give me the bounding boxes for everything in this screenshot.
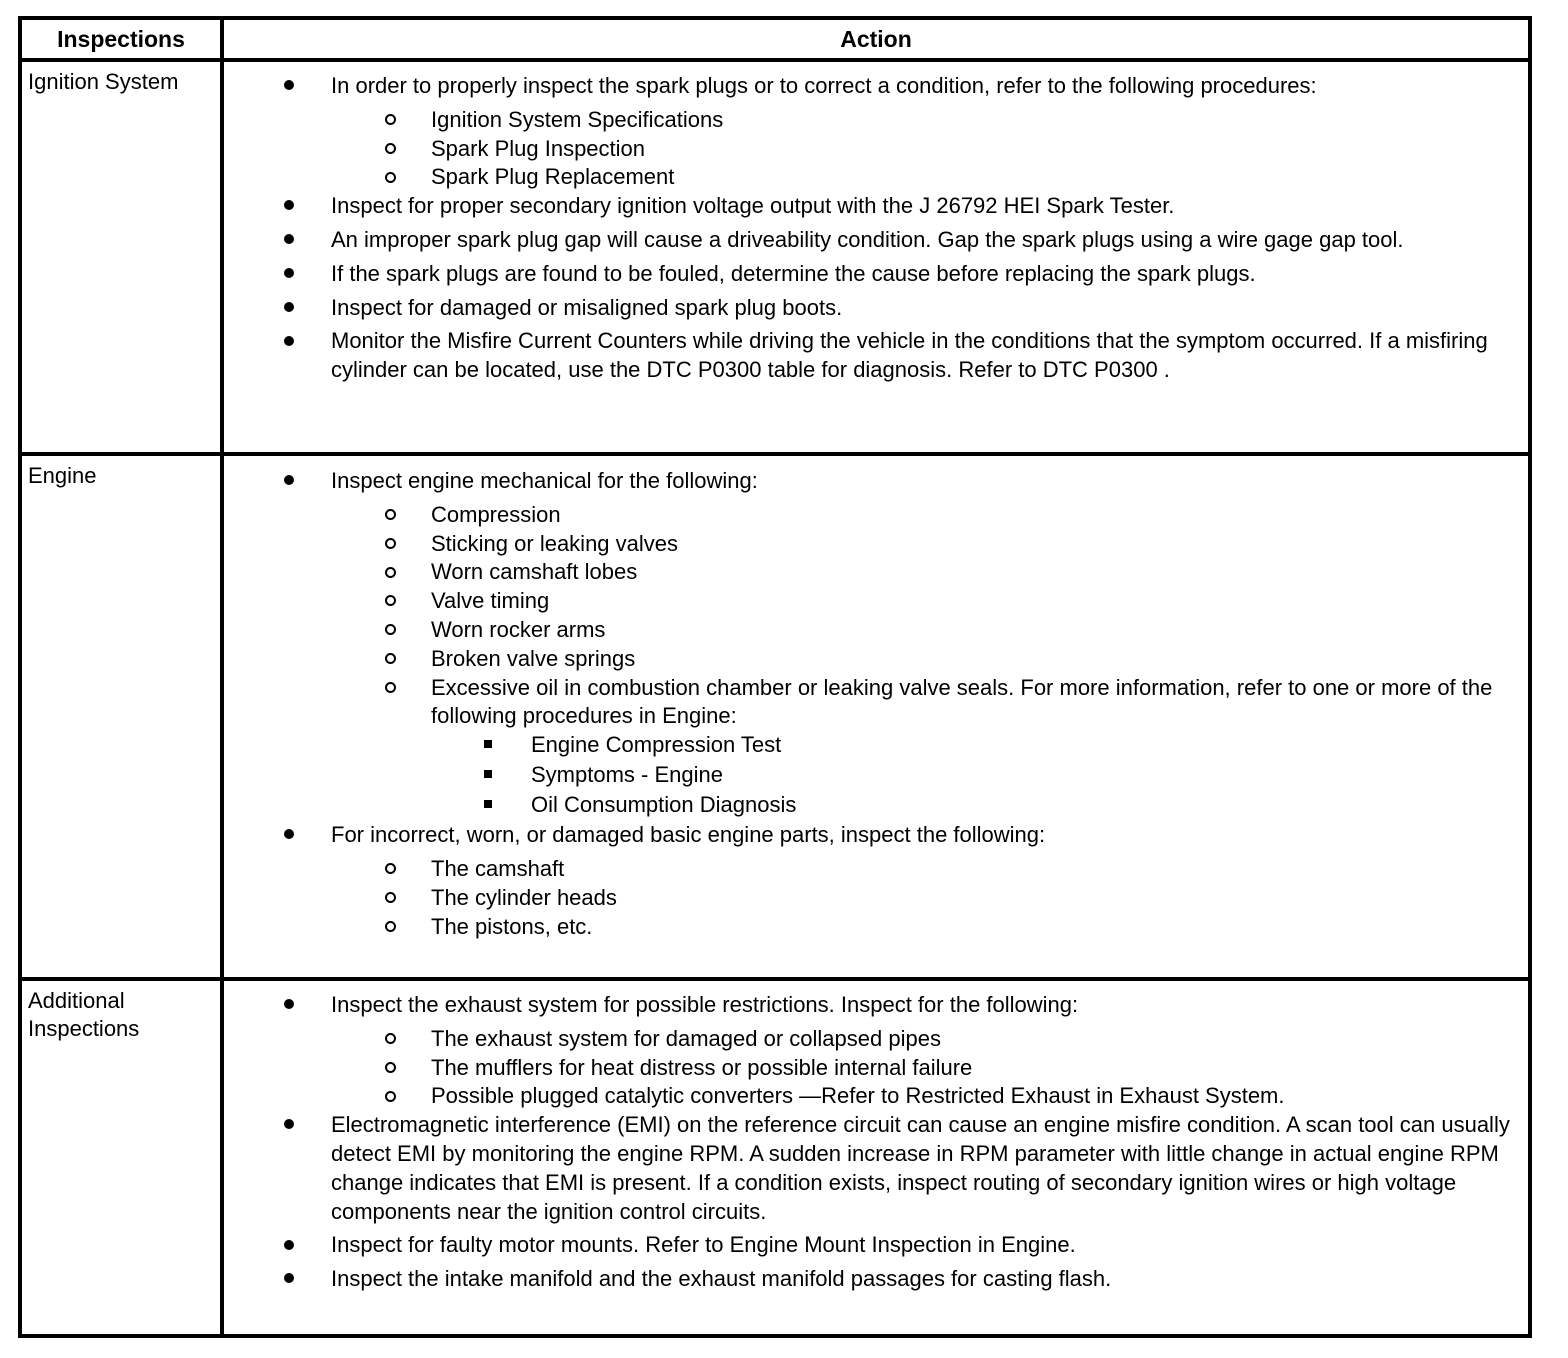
action-item-text: Engine Compression Test (531, 732, 782, 758)
bullet-dot-icon (282, 226, 296, 255)
action-item-text: Symptoms - Engine (531, 762, 723, 788)
action-item-level-2 (228, 1082, 1520, 1111)
bullet-circle-icon (383, 616, 397, 645)
bullet-dot-icon (282, 294, 296, 323)
action-item-text: Broken valve springs (431, 645, 636, 671)
action-item-level-2 (228, 884, 1520, 913)
action-item-level-2 (228, 558, 1520, 587)
header-action: Action (840, 26, 912, 52)
action-item-text: The cylinder heads (431, 884, 617, 910)
action-item-level-3 (228, 731, 1520, 760)
action-item-text: An improper spark plug gap will cause a driveability condition. Gap the spark plugs using a wire gage gap tool. (331, 226, 1404, 252)
action-item-level-1 (228, 226, 1520, 255)
bullet-dot-icon (282, 192, 296, 221)
action-item-level-1 (228, 192, 1520, 221)
action-item-level-2 (228, 501, 1520, 530)
action-item-level-2 (228, 913, 1520, 942)
action-item-level-3 (228, 791, 1520, 820)
bullet-dot-icon (282, 260, 296, 289)
action-item-text: Inspect the intake manifold and the exhaust manifold passages for casting flash. (331, 1266, 1112, 1292)
action-item-level-2 (228, 674, 1520, 732)
bullet-circle-icon (383, 913, 397, 942)
action-item-level-1 (228, 991, 1520, 1020)
bullet-square-icon (481, 731, 495, 760)
bullet-circle-icon (383, 1082, 397, 1111)
row-divider (22, 452, 1528, 456)
bullet-circle-icon (383, 558, 397, 587)
action-item-text: Monitor the Misfire Current Counters while driving the vehicle in the conditions that the symptom occurred. If a misfiring cylinder can be located, use the DTC P0300 table for diagnosis. Refer to DTC P0300 . (331, 328, 1488, 383)
action-item-text: The camshaft (431, 855, 565, 881)
action-item-text: Excessive oil in combustion chamber or leaking valve seals. For more information, refer to one or more of the following procedures in Engine: (431, 674, 1493, 729)
bullet-dot-icon (282, 821, 296, 850)
action-item-text: Worn rocker arms (431, 616, 606, 642)
inspection-label-engine: Engine (28, 463, 97, 488)
action-item-level-2 (228, 587, 1520, 616)
action-item-text: Inspect engine mechanical for the following: (331, 468, 758, 493)
action-item-level-2 (228, 1025, 1520, 1054)
bullet-circle-icon (383, 530, 397, 559)
action-item-text: If the spark plugs are found to be fouled, determine the cause before replacing the spark plugs. (331, 260, 1256, 286)
action-item-text: The pistons, etc. (431, 913, 593, 939)
action-item-text: Ignition System Specifications (431, 106, 724, 132)
bullet-circle-icon (383, 501, 397, 530)
action-item-text: For incorrect, worn, or damaged basic engine parts, inspect the following: (331, 822, 1046, 848)
bullet-circle-icon (383, 106, 397, 135)
action-item-text: In order to properly inspect the spark plugs or to correct a condition, refer to the following procedures: (331, 73, 1317, 98)
inspection-label-additional: Additional Inspections (28, 988, 140, 1041)
action-item-text: Spark Plug Inspection (431, 135, 646, 161)
action-item-text: Valve timing (431, 588, 550, 614)
bullet-dot-icon (282, 1111, 296, 1140)
action-list-additional (228, 991, 1520, 1299)
action-item-level-1 (228, 294, 1520, 323)
bullet-dot-icon (282, 1265, 296, 1294)
action-item-text: Worn camshaft lobes (431, 559, 638, 585)
bullet-circle-icon (383, 855, 397, 884)
bullet-dot-icon (282, 327, 296, 356)
action-item-text: Spark Plug Replacement (431, 164, 675, 190)
inspection-label-ignition: Ignition System (28, 69, 179, 94)
action-item-text: Electromagnetic interference (EMI) on the reference circuit can cause an engine misfire condition. A scan tool can usually detect EMI by monitoring the engine RPM. A sudden increase in RPM parameter with little change in actual engine RPM change indicates that EMI is present. If a condition exists, inspect routing of secondary ignition wires or high voltage components near the ignition control circuits. (331, 1112, 1510, 1224)
bullet-circle-icon (383, 884, 397, 913)
action-item-level-2 (228, 855, 1520, 884)
action-item-level-1 (228, 1111, 1520, 1226)
bullet-square-icon (481, 761, 495, 790)
bullet-circle-icon (383, 645, 397, 674)
column-divider (220, 20, 224, 1334)
action-item-text: The mufflers for heat distress or possible internal failure (431, 1054, 973, 1080)
action-item-text: The exhaust system for damaged or collapsed pipes (431, 1025, 941, 1051)
header-inspections: Inspections (57, 26, 185, 52)
action-item-level-3 (228, 761, 1520, 790)
bullet-dot-icon (282, 991, 296, 1020)
action-list-ignition (228, 72, 1520, 390)
bullet-dot-icon (282, 1231, 296, 1260)
action-item-text: Possible plugged catalytic converters —Refer to Restricted Exhaust in Exhaust System. (431, 1083, 1285, 1109)
action-item-text: Sticking or leaking valves (431, 530, 679, 556)
action-item-level-1 (228, 260, 1520, 289)
bullet-circle-icon (383, 674, 397, 703)
action-item-text: Inspect for damaged or misaligned spark plug boots. (331, 294, 843, 320)
action-item-text: Inspect for proper secondary ignition voltage output with the J 26792 HEI Spark Tester. (331, 193, 1175, 219)
action-item-level-1 (228, 1265, 1520, 1294)
action-item-level-2 (228, 135, 1520, 164)
action-item-level-1 (228, 821, 1520, 850)
action-item-level-1 (228, 327, 1520, 385)
action-item-level-2 (228, 530, 1520, 559)
action-item-level-1 (228, 1231, 1520, 1260)
action-item-level-2 (228, 163, 1520, 192)
bullet-circle-icon (383, 587, 397, 616)
action-item-level-1 (228, 72, 1520, 101)
bullet-square-icon (481, 791, 495, 820)
action-item-level-2 (228, 645, 1520, 674)
action-item-level-1 (228, 467, 1520, 496)
action-item-level-2 (228, 1054, 1520, 1083)
action-item-text: Inspect for faulty motor mounts. Refer to Engine Mount Inspection in Engine. (331, 1232, 1076, 1258)
inspection-table (18, 16, 1532, 1338)
row-divider (22, 977, 1528, 981)
action-item-text: Compression (431, 501, 561, 527)
bullet-dot-icon (282, 467, 296, 496)
action-item-text: Inspect the exhaust system for possible restrictions. Inspect for the following: (331, 992, 1079, 1017)
bullet-circle-icon (383, 1025, 397, 1054)
bullet-circle-icon (383, 1054, 397, 1083)
action-item-level-2 (228, 106, 1520, 135)
action-list-engine (228, 467, 1520, 941)
bullet-circle-icon (383, 163, 397, 192)
bullet-dot-icon (282, 72, 296, 101)
action-item-text: Oil Consumption Diagnosis (531, 792, 797, 818)
row-divider (22, 58, 1528, 62)
bullet-circle-icon (383, 135, 397, 164)
action-item-level-2 (228, 616, 1520, 645)
